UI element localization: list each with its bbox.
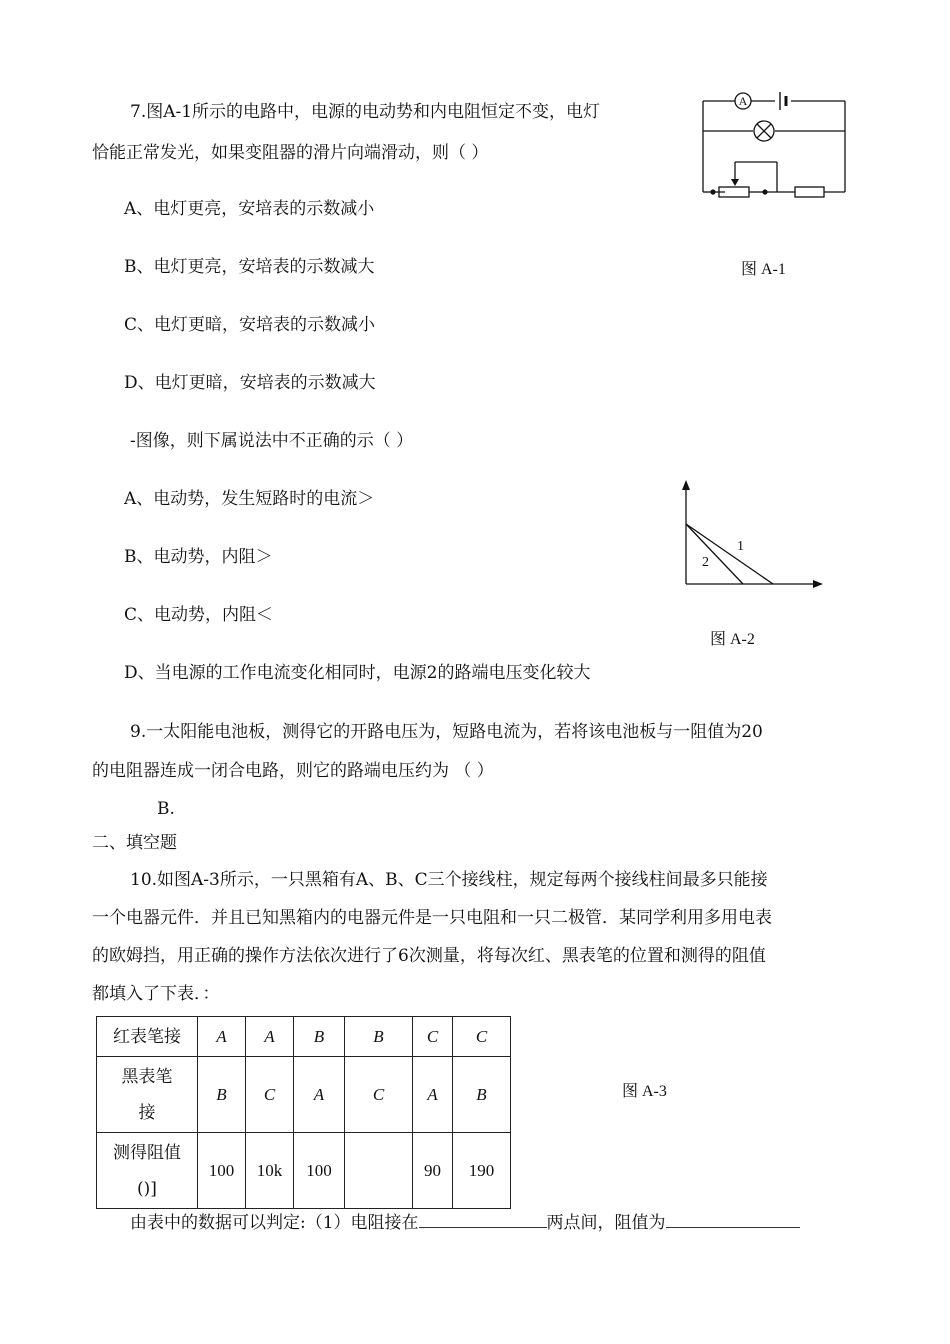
ammeter-icon bbox=[735, 93, 751, 109]
q8-option-c: C、电动势，内阻＜ bbox=[124, 605, 274, 625]
answer-blank-2[interactable] bbox=[666, 1209, 800, 1228]
answer-blank-1[interactable] bbox=[419, 1209, 547, 1228]
table-cell: A bbox=[413, 1057, 453, 1133]
q10-line-4: 都填入了下表．： bbox=[92, 984, 220, 1004]
battery-icon bbox=[780, 92, 786, 110]
table-cell: A bbox=[198, 1017, 246, 1057]
table-cell: C bbox=[246, 1057, 294, 1133]
q7-option-d: D、电灯更暗，安培表的示数减大 bbox=[124, 373, 376, 393]
table-cell: 90 bbox=[413, 1133, 453, 1209]
table-row-header bbox=[97, 1133, 198, 1209]
graph-line-2-label: 2 bbox=[702, 555, 709, 570]
q8-line-1: -图像，则下属说法中不正确的示（ ） bbox=[130, 431, 414, 451]
x-axis-arrow-icon bbox=[813, 580, 823, 588]
figure-a2-caption: 图 A-2 bbox=[710, 631, 755, 648]
q9-option-b: B. bbox=[157, 799, 175, 819]
table-row-header: 红表笔接 bbox=[97, 1017, 198, 1057]
q9-line-2: 的电阻器连成一闭合电路，则它的路端电压约为 （ ） bbox=[92, 761, 494, 781]
q8-option-a: A、电动势，发生短路时的电流＞ bbox=[124, 489, 375, 509]
q7-option-c: C、电灯更暗，安培表的示数减小 bbox=[124, 315, 376, 335]
figure-a3-caption: 图 A-3 bbox=[622, 1083, 667, 1100]
table-row-header-line: 测得阻值 bbox=[113, 1142, 181, 1163]
table-cell: A bbox=[294, 1057, 345, 1133]
q7-option-b: B、电灯更亮，安培表的示数减大 bbox=[124, 257, 375, 277]
lamp-icon bbox=[754, 121, 774, 141]
table-cell: A bbox=[246, 1017, 294, 1057]
table-cell: 100 bbox=[198, 1133, 246, 1209]
conclusion-text-a: 由表中的数据可以判定:（1）电阻接在 bbox=[130, 1213, 419, 1233]
conclusion-text-b: 两点间，阻值为 bbox=[546, 1213, 666, 1233]
q10-line-3: 的欧姆挡，用正确的操作方法依次进行了6次测量，将每次红、黑表笔的位置和测得的阻值 bbox=[92, 946, 766, 966]
figure-a2-graph bbox=[675, 478, 825, 598]
q9-line-1: 9.一太阳能电池板，测得它的开路电压为，短路电流为，若将该电池板与一阻值为20 bbox=[130, 722, 763, 742]
q8-option-b: B、电动势，内阻＞ bbox=[124, 547, 273, 567]
figure-a1-caption: 图 A-1 bbox=[741, 261, 786, 278]
table-cell: 10k bbox=[246, 1133, 294, 1209]
q7-line-1: 7.图A-1所示的电路中，电源的电动势和内电阻恒定不变，电灯 bbox=[130, 102, 601, 122]
graph-line-1-label: 1 bbox=[737, 539, 744, 554]
table-row-header-line: 接 bbox=[138, 1102, 156, 1123]
section-title: 二、填空题 bbox=[92, 833, 177, 853]
q10-line-1: 10.如图A-3所示，一只黑箱有A、B、C三个接线柱，规定每两个接线柱间最多只能接 bbox=[130, 870, 768, 890]
y-axis-arrow-icon bbox=[682, 480, 690, 490]
table-cell: C bbox=[453, 1017, 511, 1057]
table-cell: C bbox=[345, 1057, 413, 1133]
table-cell: C bbox=[413, 1017, 453, 1057]
table-cell: 100 bbox=[294, 1133, 345, 1209]
table-cell: 190 bbox=[453, 1133, 511, 1209]
table-cell: B bbox=[294, 1017, 345, 1057]
table-row-header-line: 黑表笔 bbox=[121, 1066, 173, 1087]
q7-line-2: 恰能正常发光，如果变阻器的滑片向端滑动，则（ ） bbox=[92, 143, 489, 163]
measurement-table bbox=[96, 1016, 511, 1209]
q10-conclusion bbox=[130, 1209, 800, 1235]
table-cell: B bbox=[345, 1017, 413, 1057]
table-cell: B bbox=[453, 1057, 511, 1133]
figure-a1-circuit bbox=[695, 85, 855, 210]
table-row-header bbox=[97, 1057, 198, 1133]
table-cell bbox=[345, 1133, 413, 1209]
ammeter-label: A bbox=[738, 94, 748, 108]
q10-line-2: 一个电器元件．并且已知黑箱内的电器元件是一只电阻和一只二极管．某同学利用多用电表 bbox=[92, 908, 772, 928]
q8-option-d: D、当电源的工作电流变化相同时，电源2的路端电压变化较大 bbox=[124, 663, 591, 683]
table-row-header-line: ()] bbox=[137, 1178, 157, 1199]
q7-option-a: A、电灯更亮，安培表的示数减小 bbox=[124, 199, 375, 219]
table-cell: B bbox=[198, 1057, 246, 1133]
